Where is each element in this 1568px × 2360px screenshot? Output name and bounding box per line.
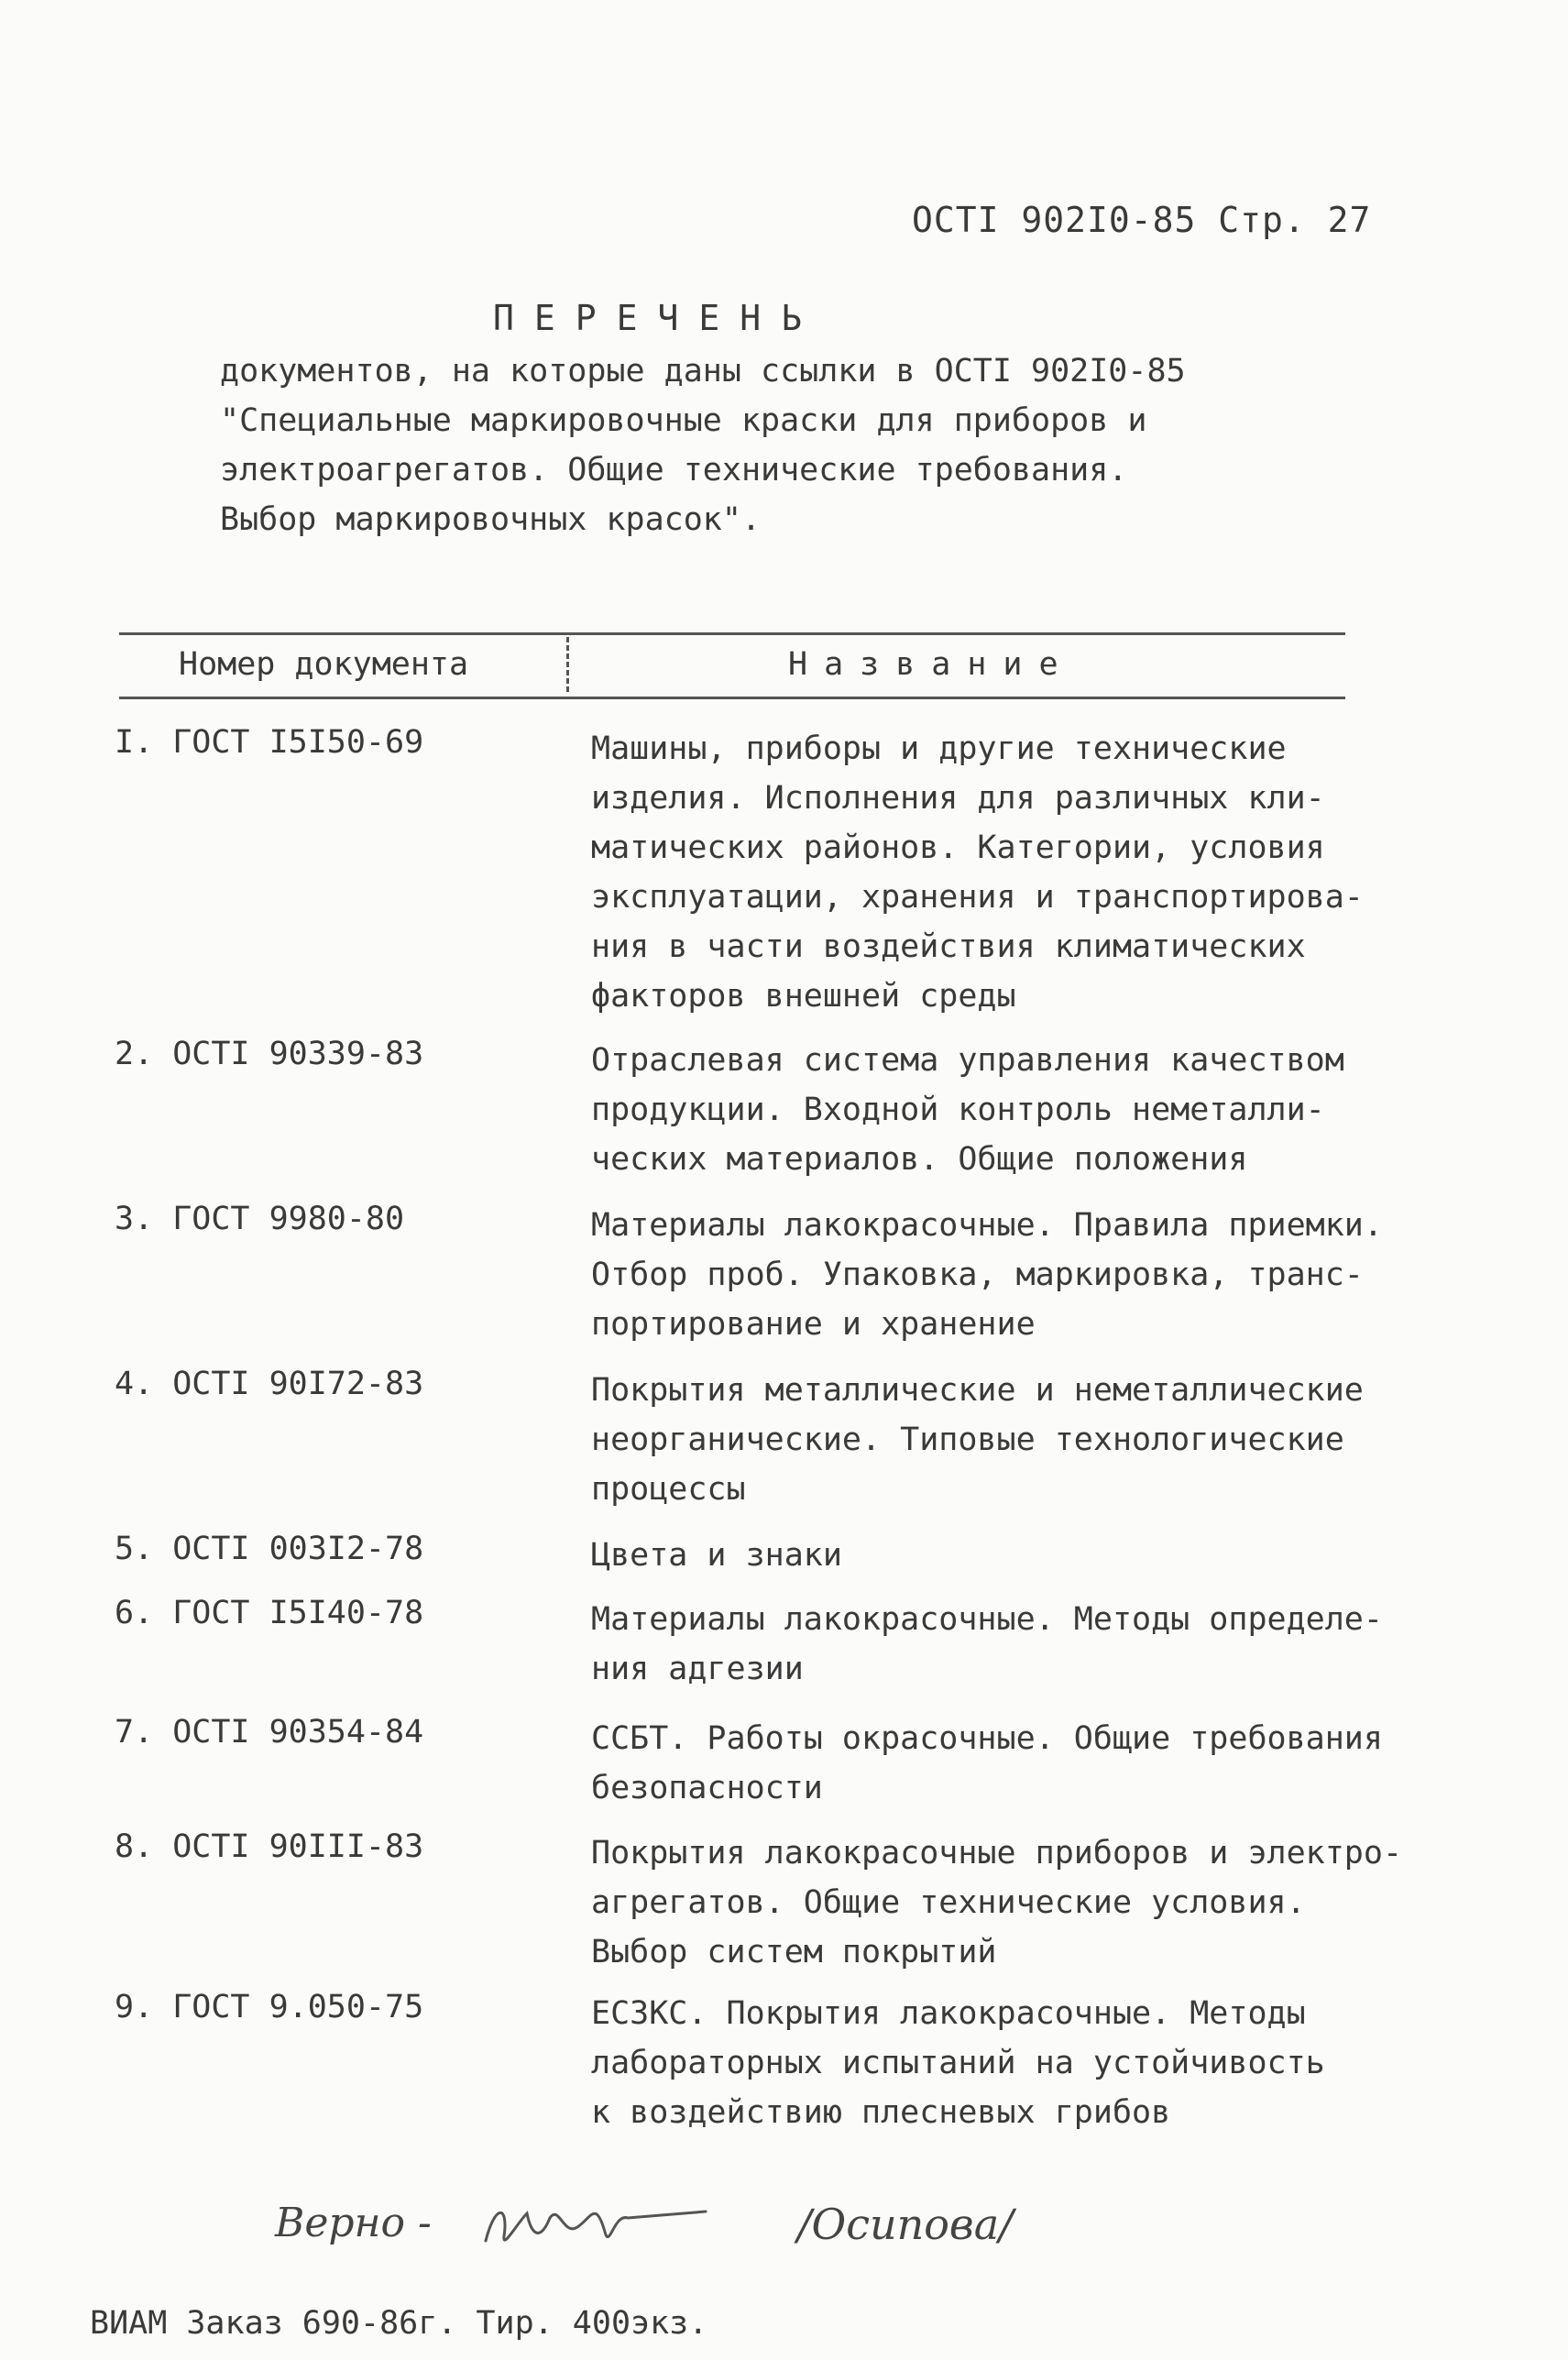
- doc-name: [591, 724, 1453, 1021]
- doc-name-line: Покрытия лакокрасочные приборов и электро-: [591, 1835, 1403, 1872]
- doc-name-line: матических районов. Категории, условия: [591, 829, 1325, 866]
- table-top-rule: [119, 632, 1345, 635]
- doc-number: 2. ОСТI 90339-83: [115, 1036, 424, 1072]
- doc-number: 9. ГОСТ 9.050-75: [115, 1989, 424, 2025]
- doc-name-line: к воздействию плесневых грибов: [591, 2094, 1171, 2131]
- doc-name-line: ССБТ. Работы окрасочные. Общие требования: [591, 1720, 1383, 1757]
- doc-name-line: лабораторных испытаний на устойчивость: [591, 2045, 1325, 2081]
- doc-number: 4. ОСТI 90I72-83: [115, 1366, 424, 1402]
- document-title: ПЕРЕЧЕНЬ: [493, 298, 823, 338]
- doc-number: I. ГОСТ I5I50-69: [115, 724, 424, 761]
- doc-name: [591, 1595, 1453, 1694]
- doc-name: [591, 1036, 1453, 1184]
- doc-name-line: безопасности: [591, 1770, 823, 1806]
- doc-number: 8. ОСТI 90III-83: [115, 1828, 424, 1865]
- print-imprint: ВИАМ Заказ 690-86г. Тир. 400экз.: [90, 2305, 708, 2342]
- doc-name-line: неорганические. Типовые технологические: [591, 1421, 1344, 1458]
- doc-name-line: ния адгезии: [591, 1651, 804, 1687]
- doc-name: [591, 1989, 1453, 2137]
- doc-number: 7. ОСТI 90354-84: [115, 1714, 424, 1751]
- doc-number: 3. ГОСТ 9980-80: [115, 1201, 405, 1237]
- doc-name: [591, 1201, 1453, 1349]
- handwritten-signature: [477, 2186, 751, 2268]
- intro-line: Выбор маркировочных красок".: [220, 501, 762, 538]
- verified-note: Верно -: [275, 2200, 432, 2246]
- doc-name-line: эксплуатации, хранения и транспортирова-: [591, 879, 1364, 916]
- intro-text: [220, 346, 1186, 544]
- doc-name-line: Выбор систем покрытий: [591, 1934, 997, 1970]
- doc-name: [591, 1366, 1453, 1514]
- doc-name-line: Отбор проб. Упаковка, маркировка, транс-: [591, 1257, 1364, 1293]
- doc-name-line: Машины, приборы и другие технические: [591, 730, 1287, 767]
- doc-name-line: Цвета и знаки: [591, 1537, 842, 1574]
- intro-line: документов, на которые даны ссылки в ОСТI 902I0-85: [220, 353, 1186, 390]
- doc-name: [591, 1828, 1453, 1977]
- doc-number: 5. ОСТI 003I2-78: [115, 1531, 424, 1567]
- doc-name: [591, 1714, 1453, 1813]
- page-reference: ОСТI 902I0-85 Стр. 27: [912, 200, 1372, 240]
- doc-name-line: агрегатов. Общие технические условия.: [591, 1884, 1306, 1921]
- doc-name-line: ния в части воздействия климатических: [591, 928, 1306, 965]
- doc-name-line: Покрытия металлические и неметаллические: [591, 1372, 1364, 1409]
- doc-name-line: продукции. Входной контроль неметалли-: [591, 1092, 1325, 1128]
- column-header-name: Название: [788, 646, 1075, 683]
- table-header-rule: [119, 697, 1345, 699]
- doc-name-line: ческих материалов. Общие положения: [591, 1141, 1248, 1178]
- doc-number: 6. ГОСТ I5I40-78: [115, 1595, 424, 1631]
- doc-name-line: процессы: [591, 1471, 746, 1508]
- doc-name-line: Отраслевая система управления качеством: [591, 1042, 1344, 1079]
- doc-name: [591, 1531, 1453, 1580]
- doc-name-line: изделия. Исполнения для различных кли-: [591, 780, 1325, 817]
- intro-line: электроагрегатов. Общие технические требования.: [220, 452, 1128, 488]
- column-header-number: Номер документа: [179, 646, 469, 683]
- doc-name-line: портирование и хранение: [591, 1306, 1036, 1343]
- column-separator: [566, 637, 569, 692]
- doc-name-line: ЕСЗКС. Покрытия лакокрасочные. Методы: [591, 1995, 1306, 2032]
- doc-name-line: Материалы лакокрасочные. Методы определе-: [591, 1601, 1383, 1638]
- signer-name: /Осипова/: [797, 2200, 1014, 2249]
- doc-name-line: Материалы лакокрасочные. Правила приемки.: [591, 1207, 1383, 1244]
- doc-name-line: факторов внешней среды: [591, 978, 1016, 1015]
- intro-line: "Специальные маркировочные краски для приборов и: [220, 402, 1147, 439]
